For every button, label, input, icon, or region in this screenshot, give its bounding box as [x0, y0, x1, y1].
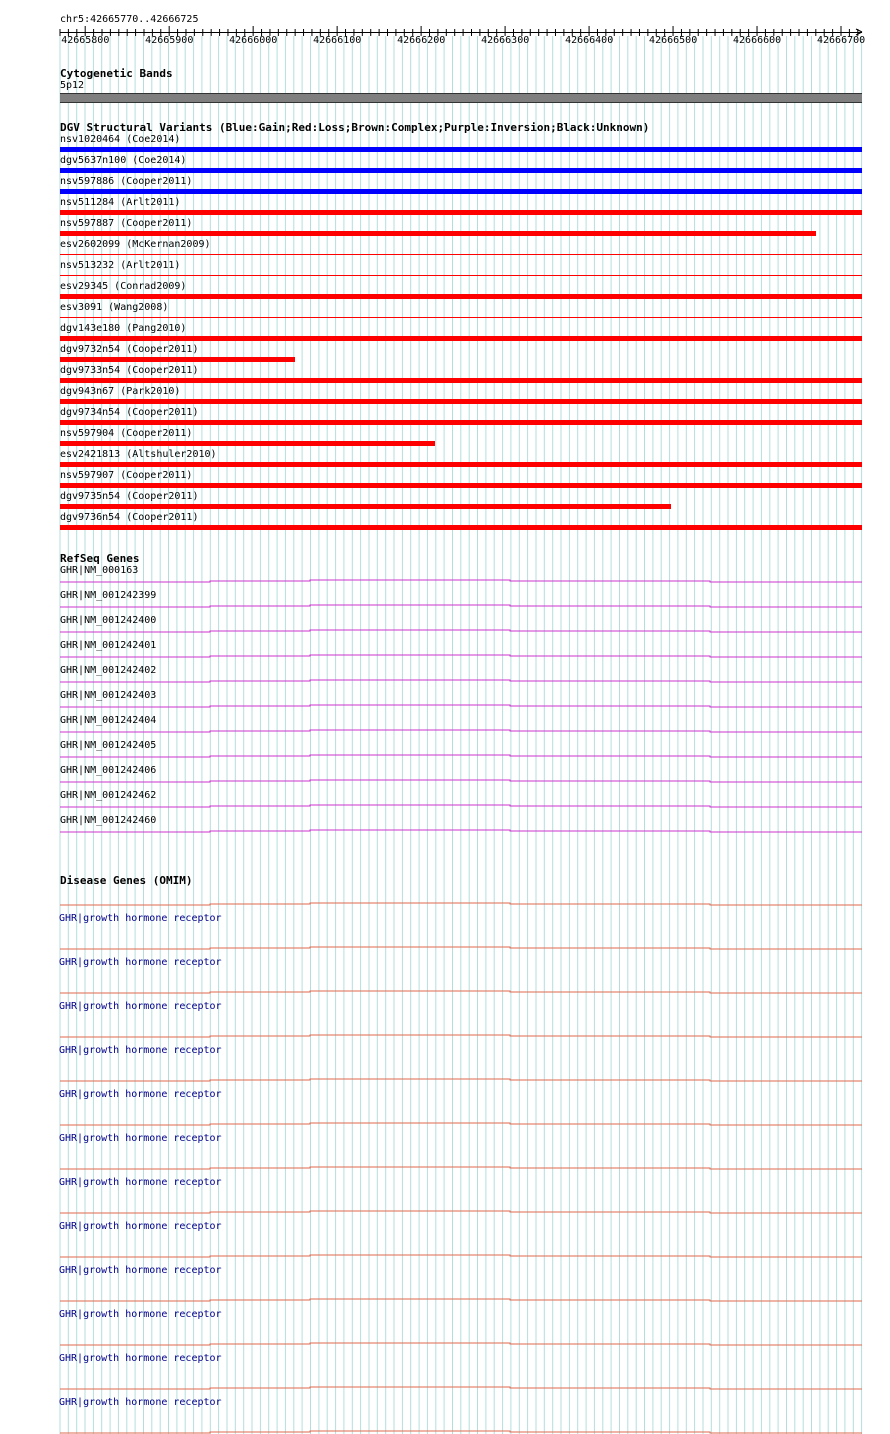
- omim-gene-link[interactable]: GHR|growth hormone receptor: [59, 1001, 222, 1012]
- refseq-gene-label[interactable]: GHR|NM_001242406: [60, 765, 157, 776]
- refseq-gene-label[interactable]: GHR|NM_001242399: [60, 590, 157, 601]
- omim-gene-model: [60, 1299, 862, 1301]
- ruler-tick-label: 42666100: [313, 35, 362, 46]
- dgv-variant-label[interactable]: dgv9734n54 (Cooper2011): [60, 407, 199, 418]
- omim-gene-model: [60, 1431, 862, 1433]
- omim-gene-link[interactable]: GHR|growth hormone receptor: [59, 1133, 222, 1144]
- dgv-variant-label[interactable]: dgv943n67 (Park2010): [60, 386, 181, 397]
- omim-gene-link[interactable]: GHR|growth hormone receptor: [59, 1221, 222, 1232]
- ruler-tick-label: 42666700: [817, 35, 866, 46]
- refseq-gene-label[interactable]: GHR|NM_001242404: [60, 715, 157, 726]
- dgv-track-title: DGV Structural Variants (Blue:Gain;Red:Loss;Brown:Complex;Purple:Inversion;Black:Unknown): [60, 121, 650, 134]
- ruler-tick-label: 42666400: [565, 35, 614, 46]
- omim-gene-link[interactable]: GHR|growth hormone receptor: [59, 1353, 222, 1364]
- omim-gene-link[interactable]: GHR|growth hormone receptor: [59, 1265, 222, 1276]
- dgv-variant-label[interactable]: dgv9736n54 (Cooper2011): [60, 512, 199, 523]
- omim-gene-link[interactable]: GHR|growth hormone receptor: [59, 1177, 222, 1188]
- omim-gene-model: [60, 991, 862, 993]
- ruler-tick-label: 42666000: [229, 35, 278, 46]
- omim-gene-model: [60, 1255, 862, 1257]
- refseq-gene-label[interactable]: GHR|NM_000163: [60, 565, 139, 576]
- dgv-variant-label[interactable]: esv3091 (Wang2008): [60, 302, 169, 313]
- dgv-variant-label[interactable]: nsv597887 (Cooper2011): [60, 218, 193, 229]
- dgv-variant-label[interactable]: dgv143e180 (Pang2010): [60, 323, 187, 334]
- dgv-variant-label[interactable]: dgv9735n54 (Cooper2011): [60, 491, 199, 502]
- omim-gene-model: [60, 1123, 862, 1125]
- dgv-variant-label[interactable]: dgv5637n100 (Coe2014): [60, 155, 187, 166]
- ruler-tick-label: 42665900: [145, 35, 194, 46]
- dgv-variant-label[interactable]: nsv597907 (Cooper2011): [60, 470, 193, 481]
- dgv-variant-label[interactable]: dgv9732n54 (Cooper2011): [60, 344, 199, 355]
- ruler-tick-label: 42666600: [733, 35, 782, 46]
- refseq-gene-label[interactable]: GHR|NM_001242403: [60, 690, 157, 701]
- ruler-tick-label: 42666200: [397, 35, 446, 46]
- omim-gene-model: [60, 1211, 862, 1213]
- omim-gene-model: [60, 1387, 862, 1389]
- omim-gene-model: [60, 1035, 862, 1037]
- omim-gene-link[interactable]: GHR|growth hormone receptor: [59, 1397, 222, 1408]
- cytoband-track-title: Cytogenetic Bands: [60, 67, 173, 80]
- cytoband-label: 5p12: [60, 80, 85, 91]
- refseq-gene-label[interactable]: GHR|NM_001242462: [60, 790, 157, 801]
- ruler-tick-label: 42666300: [481, 35, 530, 46]
- omim-gene-link[interactable]: GHR|growth hormone receptor: [59, 1045, 222, 1056]
- omim-gene-link[interactable]: GHR|growth hormone receptor: [59, 913, 222, 924]
- dgv-variant-label[interactable]: esv2421813 (Altshuler2010): [60, 449, 217, 460]
- dgv-variant-label[interactable]: nsv597886 (Cooper2011): [60, 176, 193, 187]
- omim-gene-model: [60, 1079, 862, 1081]
- ruler-tick-label: 42665800: [61, 35, 110, 46]
- dgv-variant-label[interactable]: esv2602099 (McKernan2009): [60, 239, 211, 250]
- genomic-location: chr5:42665770..42666725: [60, 14, 199, 25]
- dgv-variant-label[interactable]: dgv9733n54 (Cooper2011): [60, 365, 199, 376]
- refseq-gene-label[interactable]: GHR|NM_001242400: [60, 615, 157, 626]
- dgv-variant-label[interactable]: nsv597904 (Cooper2011): [60, 428, 193, 439]
- omim-gene-link[interactable]: GHR|growth hormone receptor: [59, 1089, 222, 1100]
- dgv-variant-label[interactable]: esv29345 (Conrad2009): [60, 281, 187, 292]
- omim-gene-model: [60, 1343, 862, 1345]
- refseq-gene-label[interactable]: GHR|NM_001242405: [60, 740, 157, 751]
- ruler-tick-label: 42666500: [649, 35, 698, 46]
- dgv-variant-label[interactable]: nsv511284 (Arlt2011): [60, 197, 181, 208]
- refseq-track-title: RefSeq Genes: [60, 552, 140, 565]
- refseq-gene-label[interactable]: GHR|NM_001242401: [60, 640, 157, 651]
- dgv-variant-label[interactable]: nsv1020464 (Coe2014): [60, 134, 181, 145]
- refseq-gene-label[interactable]: GHR|NM_001242460: [60, 815, 157, 826]
- dgv-variant-label[interactable]: nsv513232 (Arlt2011): [60, 260, 181, 271]
- refseq-gene-label[interactable]: GHR|NM_001242402: [60, 665, 157, 676]
- omim-track-title: Disease Genes (OMIM): [60, 874, 193, 887]
- omim-gene-link[interactable]: GHR|growth hormone receptor: [59, 1309, 222, 1320]
- omim-gene-model: [60, 903, 862, 905]
- omim-gene-link[interactable]: GHR|growth hormone receptor: [59, 957, 222, 968]
- omim-gene-model: [60, 947, 862, 949]
- omim-gene-model: [60, 1167, 862, 1169]
